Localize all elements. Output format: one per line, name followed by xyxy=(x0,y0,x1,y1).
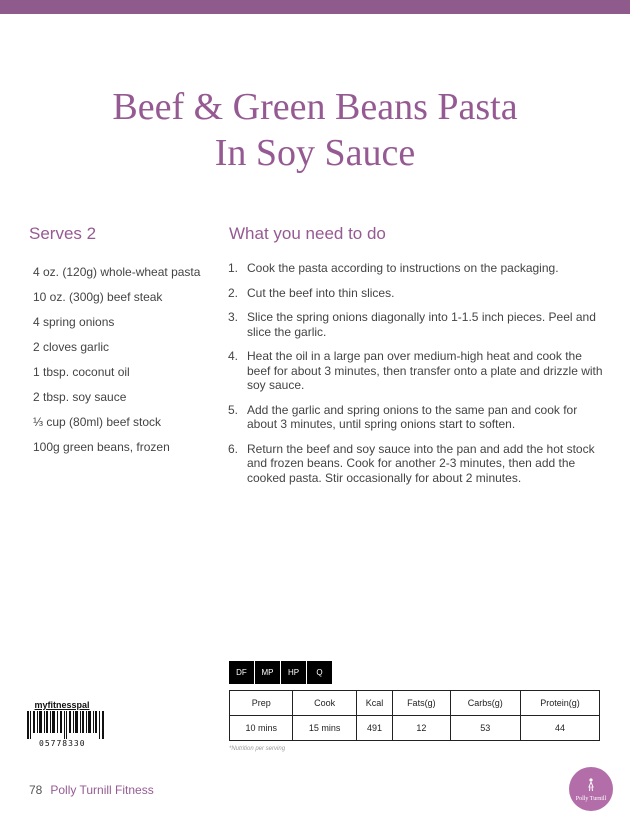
figure-icon xyxy=(586,778,596,792)
step-number: 2. xyxy=(228,285,239,300)
nutrition-table xyxy=(229,690,600,741)
serves-heading: Serves 2 xyxy=(29,224,97,243)
step-number: 3. xyxy=(228,310,239,324)
page-footer xyxy=(29,783,154,797)
nutrition-header-row xyxy=(230,691,600,716)
nutrition-value: 44 xyxy=(520,716,599,741)
method-step xyxy=(228,349,604,393)
step-text: Cut the beef into thin slices. xyxy=(247,285,395,300)
step-number: 1. xyxy=(228,261,239,275)
ingredient-item: 100g green beans, frozen xyxy=(33,440,170,454)
step-number: 4. xyxy=(228,349,239,363)
nutrition-value: 12 xyxy=(393,716,451,741)
nutrition-note: *Nutrition per serving xyxy=(229,746,286,752)
myfitnesspal-barcode xyxy=(27,700,109,748)
method-step xyxy=(228,261,604,276)
method-step xyxy=(228,286,604,301)
nutrition-value: 491 xyxy=(356,716,392,741)
nutrition-header: Kcal xyxy=(356,691,392,716)
ingredient-item: 1 tbsp. coconut oil xyxy=(33,365,130,379)
ingredient-item: 4 oz. (120g) whole-wheat pasta xyxy=(33,265,201,279)
nutrition-value: 10 mins xyxy=(230,716,293,741)
title-line-2: In Soy Sauce xyxy=(214,132,416,174)
method-step xyxy=(228,403,604,432)
method-step xyxy=(228,442,604,486)
ingredient-item: 4 spring onions xyxy=(33,315,115,329)
nutrition-header: Carbs(g) xyxy=(450,691,520,716)
top-accent-bar xyxy=(0,0,630,14)
step-text: Add the garlic and spring onions to the same pan and cook for about 3 minutes, until spring onions start to soften. xyxy=(247,402,578,431)
step-text: Slice the spring onions diagonally into 1-1.5 inch pieces. Peel and slice the garlic. xyxy=(247,310,596,339)
diet-tag-q: Q xyxy=(307,661,332,684)
nutrition-header: Fats(g) xyxy=(393,691,451,716)
method-heading: What you need to do xyxy=(229,224,386,243)
nutrition-header: Cook xyxy=(293,691,356,716)
ingredient-list xyxy=(33,265,223,465)
ingredient-item: 2 tbsp. soy sauce xyxy=(33,390,127,404)
method-steps xyxy=(228,261,604,495)
step-number: 5. xyxy=(228,402,239,417)
ingredient-item: ⅓ cup (80ml) beef stock xyxy=(33,415,162,429)
page-number: 78 xyxy=(29,783,43,797)
ingredient-item: 10 oz. (300g) beef steak xyxy=(33,290,163,304)
logo-text: Polly Turnill xyxy=(575,796,607,802)
barcode-number: 05778330 xyxy=(39,739,86,748)
nutrition-header: Prep xyxy=(230,691,293,716)
method-step xyxy=(228,310,604,339)
diet-tags xyxy=(229,661,332,684)
title-line-1: Beef & Green Beans Pasta xyxy=(112,86,518,128)
barcode-icon xyxy=(27,711,107,739)
step-text: Return the beef and soy sauce into the pan and add the hot stock and frozen beans. Cook for another 2-3 minutes, then add the cooked pasta. Stir occasionally for about 2 minutes. xyxy=(247,441,595,485)
nutrition-value-row xyxy=(230,716,600,741)
step-text: Heat the oil in a large pan over medium-high heat and cook the beef for about 3 minutes, then transfer onto a plate and drizzle with soy sauce. xyxy=(247,349,603,392)
nutrition-value: 15 mins xyxy=(293,716,356,741)
recipe-title xyxy=(0,84,630,176)
myfitnesspal-label: myfitnesspal xyxy=(34,700,90,710)
footer-brand: Polly Turnill Fitness xyxy=(50,783,154,797)
nutrition-header: Protein(g) xyxy=(520,691,599,716)
nutrition-value: 53 xyxy=(450,716,520,741)
diet-tag-mp: MP xyxy=(255,661,280,684)
diet-tag-df: DF xyxy=(229,661,254,684)
step-number: 6. xyxy=(228,441,239,456)
step-text: Cook the pasta according to instructions on the packaging. xyxy=(247,261,559,275)
diet-tag-hp: HP xyxy=(281,661,306,684)
brand-logo xyxy=(569,767,613,811)
ingredient-item: 2 cloves garlic xyxy=(33,340,110,354)
